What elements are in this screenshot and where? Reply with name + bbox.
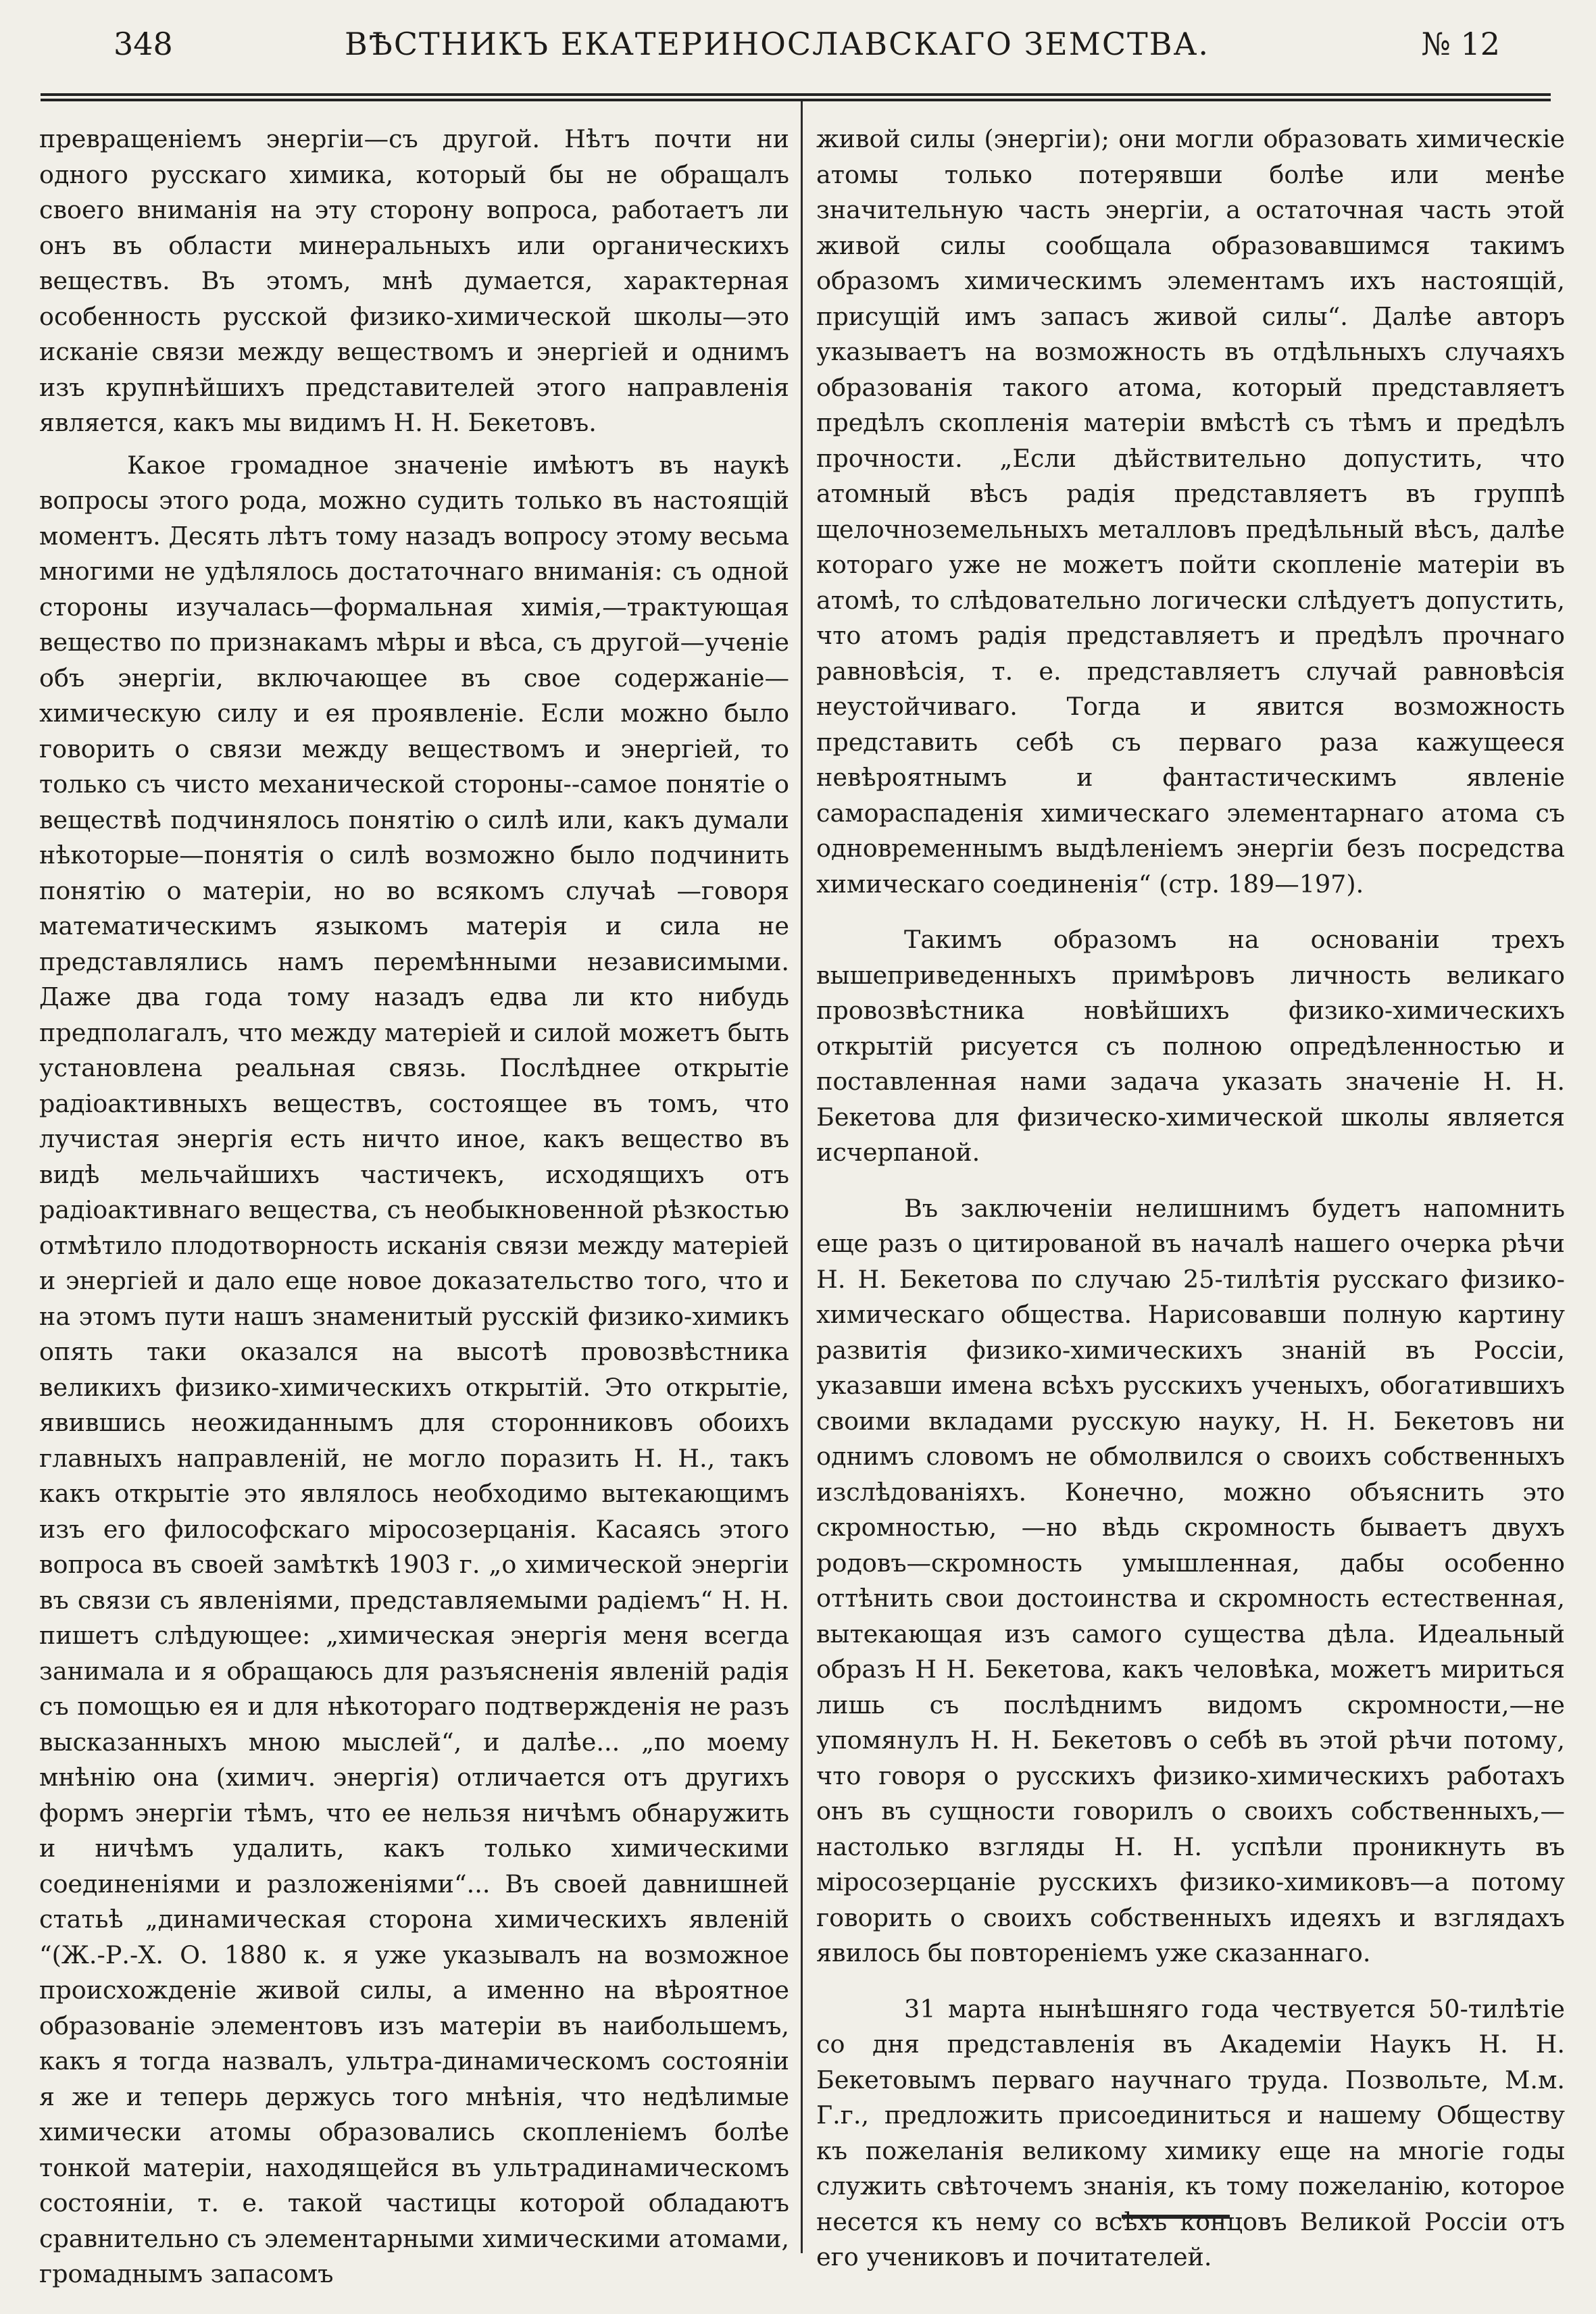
page-header [41,20,1514,74]
paragraph: живой силы (энергiи); они могли образовать химическiе атомы только потерявши болѣе или менѣе значительную часть энергiи, а остаточная часть этой живой силы сообщала образовавшимся такимъ образомъ химическимъ элементамъ ихъ настоящiй, присущiй имъ запасъ живой силы“. Далѣе авторъ указываетъ на возможность въ отдѣльныхъ случаяхъ образованiя такого атома, который представляетъ предѣлъ скопленiя матерiи вмѣстѣ съ тѣмъ и предѣлъ прочности. „Если дѣйствительно допустить, что атомный вѣсъ радiя представляетъ въ группѣ щелочноземельныхъ металловъ предѣльный вѣсъ, далѣе котораго уже не можетъ пойти скопленiе матерiи въ атомѣ, то слѣдовательно логически слѣдуетъ допустить, что атомъ радiя представляетъ и предѣлъ прочнаго равновѣсiя, т. е. представляетъ случай равновѣсiя неустойчиваго. Тогда и явится возможность представить себѣ съ перваго раза кажущееся невѣроятнымъ и фантастическимъ явленiе самораспаденiя химическаго элементарнаго атома съ одновременнымъ выдѣленiемъ энергiи безъ посредства химическаго соединенiя“ (стр. 189—197). [816,124,1565,899]
page-number: 348 [114,26,173,62]
issue-number: № 12 [1421,26,1500,62]
end-rule [1122,2215,1230,2219]
paragraph: 31 марта нынѣшняго года чествуется 50-тилѣтiе со дня представленiя въ Академiи Наукъ Н. Н. Бекетовымъ перваго научнаго труда. Позвольте, М.м. Г.г., предложить присоединиться и нашему Обществу къ пожеланiя великому химику еще на многiе годы служить свѣточемъ знанiя, къ тому пожеланiю, которое несется къ нему со всѣхъ концовъ Великой Россiи отъ его учениковъ и почитателей. [816,1994,1565,2271]
column-divider [801,101,803,2253]
paragraph: Въ заключенiи нелишнимъ будетъ напомнить еще разъ о цитированой въ началѣ нашего очерка рѣчи Н. Н. Бекетова по случаю 25-тилѣтiя русскаго физико-химическаго общества. Нарисовавши полную картину развитiя физико-химическихъ знанiй въ Россiи, указавши имена всѣхъ русскихъ ученыхъ, обогатившихъ своими вкладами русскую науку, Н. Н. Бекетовъ ни однимъ словомъ не обмолвился о своихъ собственныхъ изслѣдованiяхъ. Конечно, можно объяснить это скромностью, —но вѣдь скромность бываетъ двухъ родовъ—скромность умышленная, дабы особенно оттѣнить свои достоинства и скромность естественная, вытекающая изъ самого существа дѣла. Идеальный образъ Н Н. Бекетова, какъ человѣка, можетъ мириться лишь съ послѣднимъ видомъ скромности,—не упомянулъ Н. Н. Бекетовъ о себѣ въ этой рѣчи потому, что говоря о русскихъ физико-химическихъ работахъ онъ въ сущности говорилъ о своихъ собственныхъ,—настолько взгляды Н. Н. успѣли проникнуть въ мiросозерцанiе русскихъ физико-химиковъ—а потому говорить о своихъ собственныхъ идеяхъ и взглядахъ явилось бы повторенiемъ уже сказаннаго. [816,1193,1565,1967]
paragraph: Какое громадное значенiе имѣютъ въ наукѣ вопросы этого рода, можно судить только въ настоящiй моментъ. Десять лѣтъ тому назадъ вопросу этому весьма многими не удѣлялось достаточнаго вниманiя: съ одной стороны изучалась—формальная химiя,—трактующая вещество по признакамъ мѣры и вѣса, съ другой—ученiе объ энергiи, включающее въ свое содержанiе—химическую силу и ея проявленiе. Если можно было говорить о связи между веществомъ и энергiей, то только съ чисто механической стороны--самое понятiе о веществѣ подчинялось понятiю о силѣ или, какъ думали нѣкоторые—понятiя о силѣ возможно было подчинить понятiю о матерiи, но во всякомъ случаѣ —говоря математическимъ языкомъ матерiя и сила не представлялись намъ перемѣнными независимыми. Даже два года тому назадъ едва ли кто нибудь предполагалъ, что между матерiей и силой можетъ быть установлена реальная связь. Послѣднее открытiе радiоактивныхъ веществъ, состоящее въ томъ, что лучистая энергiя есть ничто иное, какъ вещество въ видѣ мельчайшихъ частичекъ, исходящихъ отъ радiоактивнаго вещества, съ необыкновенной рѣзкостью отмѣтило плодотворность исканiя связи между матерiей и энергiей и дало еще новое доказательство того, что и на этомъ пути нашъ знаменитый русскiй физико-химикъ опять таки оказался на высотѣ провозвѣстника великихъ физико-химическихъ открытiй. Это открытiе, явившись неожиданнымъ для сторонниковъ обоихъ главныхъ направленiй, не могло поразить Н. Н., такъ какъ открытiе это являлось необходимо вытекающимъ изъ его философскаго мiросозерцанiя. Касаясь этого вопроса въ своей замѣткѣ 1903 г. „о химической энергiи въ связи съ явленiями, представляемыми радiемъ“ Н. Н. пишетъ слѣдующее: „химическая энергiя меня всегда занимала и я обращаюсь для разъясненiя явленiй радiя съ помощью ея и для нѣкотораго подтвержденiя не разъ высказанныхъ мною мыслей“, и далѣе... „по моему мнѣнiю она (химич. энергiя) отличается отъ другихъ формъ энергiи тѣмъ, что ее нельзя ничѣмъ обнаружить и ничѣмъ удалить, какъ только химическими соединенiями и разложенiями“... Въ своей давнишней статьѣ „динамическая сторона химическихъ явленiй “(Ж.-Р.-Х. О. 1880 к. я уже указывалъ на возможное происхожденiе живой силы, а именно на вѣроятное образованiе элементовъ изъ матерiи въ наибольшемъ, какъ я тогда назвалъ, ультра-динамическомъ состоянiи я же и теперь держусь того мнѣнiя, что недѣлимые химически атомы образовались скопленiемъ болѣе тонкой матерiи, находящейся въ ультрадинамическомъ состоянiи, т. е. такой частицы которой обладаютъ сравнительно съ элементарными химическими атомами, громаднымъ запасомъ [39,450,789,2288]
paragraph: превращенiемъ энергiи—съ другой. Нѣтъ почти ни одного русскаго химика, который бы не обращалъ своего вниманiя на эту сторону вопроса, работаетъ ли онъ въ области минеральныхъ или органическихъ веществъ. Въ этомъ, мнѣ думается, характерная особенность русской физико-химической школы—это исканiе связи между веществомъ и энергiей и однимъ изъ крупнѣйшихъ представителей этого направленiя является, какъ мы видимъ Н. Н. Бекетовъ. [39,124,789,437]
paragraph: Такимъ образомъ на основанiи трехъ вышеприведенныхъ примѣровъ личность великаго провозвѣстника новѣйшихъ физико-химическихъ открытiй рисуется съ полною опредѣленностью и поставленная нами задача указать значенiе Н. Н. Бекетова для физическо-химической школы является исчерпаной. [816,925,1565,1167]
header-rule [41,93,1551,101]
journal-title: ВѢСТНИКЪ ЕКАТЕРИНОСЛАВСКАГО ЗЕМСТВА. [344,26,1210,62]
right-column [816,122,1565,2271]
left-column [39,122,789,2288]
